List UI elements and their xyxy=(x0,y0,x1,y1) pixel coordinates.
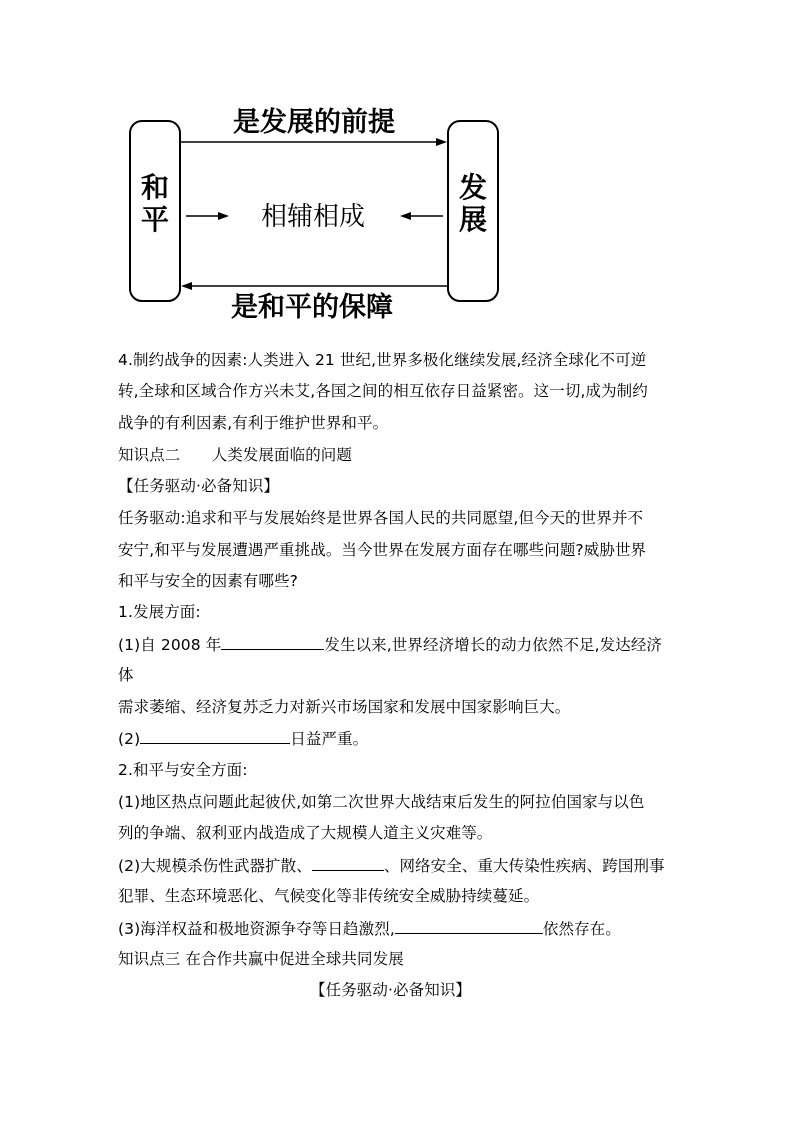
diagram-graphics xyxy=(0,0,794,340)
item-2-3-after: 依然存在。 xyxy=(542,920,621,938)
item-1-2-after: 日益严重。 xyxy=(290,730,369,748)
center-label: 相辅相成 xyxy=(261,202,366,232)
section-1-heading: 1.发展方面: xyxy=(118,603,201,621)
peace-development-diagram xyxy=(0,0,794,340)
item-2-1-a: (1)地区热点问题此起彼伏,如第二次世界大战结束后发生的阿拉伯国家与以色 xyxy=(118,793,645,811)
task-line-1: 任务驱动:追求和平与发展始终是世界各国人民的共同愿望,但今天的世界并不 xyxy=(118,509,644,527)
right-box-char-1: 发 xyxy=(459,171,488,204)
item-1-1-cont: 体 xyxy=(118,666,134,684)
item-1-1-demand: 需求萎缩、经济复苏乏力对新兴市场国家和发展中国家影响巨大。 xyxy=(118,698,571,716)
item-2-3 xyxy=(118,918,621,939)
text-line-3: 战争的有利因素,有利于维护世界和平。 xyxy=(118,414,389,432)
left-box-char-1: 和 xyxy=(141,171,170,204)
item-1-1 xyxy=(118,634,662,655)
item-2-2-a xyxy=(118,855,665,876)
item-2-2-b: 犯罪、生态环境恶化、气候变化等非传统安全威胁持续蔓延。 xyxy=(118,887,540,905)
section-2-heading: 2.和平与安全方面: xyxy=(118,761,248,779)
fill-blank-3[interactable] xyxy=(312,855,384,871)
item-1-2-before: (2) xyxy=(118,730,141,748)
task-line-2: 安宁,和平与发展遭遇严重挑战。当今世界在发展方面存在哪些问题?威胁世界 xyxy=(118,541,647,559)
task-bracket-heading: 【任务驱动·必备知识】 xyxy=(118,477,280,495)
task-line-3: 和平与安全的因素有哪些? xyxy=(118,572,298,590)
top-arrow-label: 是发展的前提 xyxy=(233,107,395,138)
text-line-1: 4.制约战争的因素:人类进入 21 世纪,世界多极化继续发展,经济全球化不可逆 xyxy=(118,351,647,369)
fill-blank-2[interactable] xyxy=(140,728,290,744)
inner-left-arrow-head xyxy=(218,212,229,220)
fill-blank-1[interactable] xyxy=(221,634,324,650)
item-2-2-before: (2)大规模杀伤性武器扩散、 xyxy=(118,857,312,875)
inner-right-arrow-head xyxy=(400,212,411,220)
item-2-3-before: (3)海洋权益和极地资源争夺等日趋激烈, xyxy=(118,920,395,938)
left-box-char-2: 平 xyxy=(141,203,170,236)
text-line-2: 转,全球和区域合作方兴未艾,各国之间的相互依存日益紧密。这一切,成为制约 xyxy=(118,382,648,400)
bottom-arrow-label: 是和平的保障 xyxy=(231,292,393,323)
fill-blank-4[interactable] xyxy=(395,918,543,934)
item-2-1-b: 列的争端、叙利亚内战造成了大规模人道主义灾难等。 xyxy=(118,824,493,842)
right-box-char-2: 展 xyxy=(459,203,488,236)
top-arrow-head xyxy=(436,138,447,146)
bottom-arrow-head xyxy=(181,282,192,290)
item-1-1-after: 发生以来,世界经济增长的动力依然不足,发达经济 xyxy=(324,636,663,654)
knowledge-point-3-heading: 知识点三 在合作共赢中促进全球共同发展 xyxy=(118,950,404,968)
knowledge-point-2-heading: 知识点二 人类发展面临的问题 xyxy=(118,446,353,464)
item-1-1-before: (1)自 2008 年 xyxy=(118,636,222,654)
item-1-2 xyxy=(118,728,368,749)
bottom-task-bracket-heading: 【任务驱动·必备知识】 xyxy=(310,981,472,999)
item-2-2-after: 、网络安全、重大传染性疾病、跨国刑事 xyxy=(383,857,665,875)
